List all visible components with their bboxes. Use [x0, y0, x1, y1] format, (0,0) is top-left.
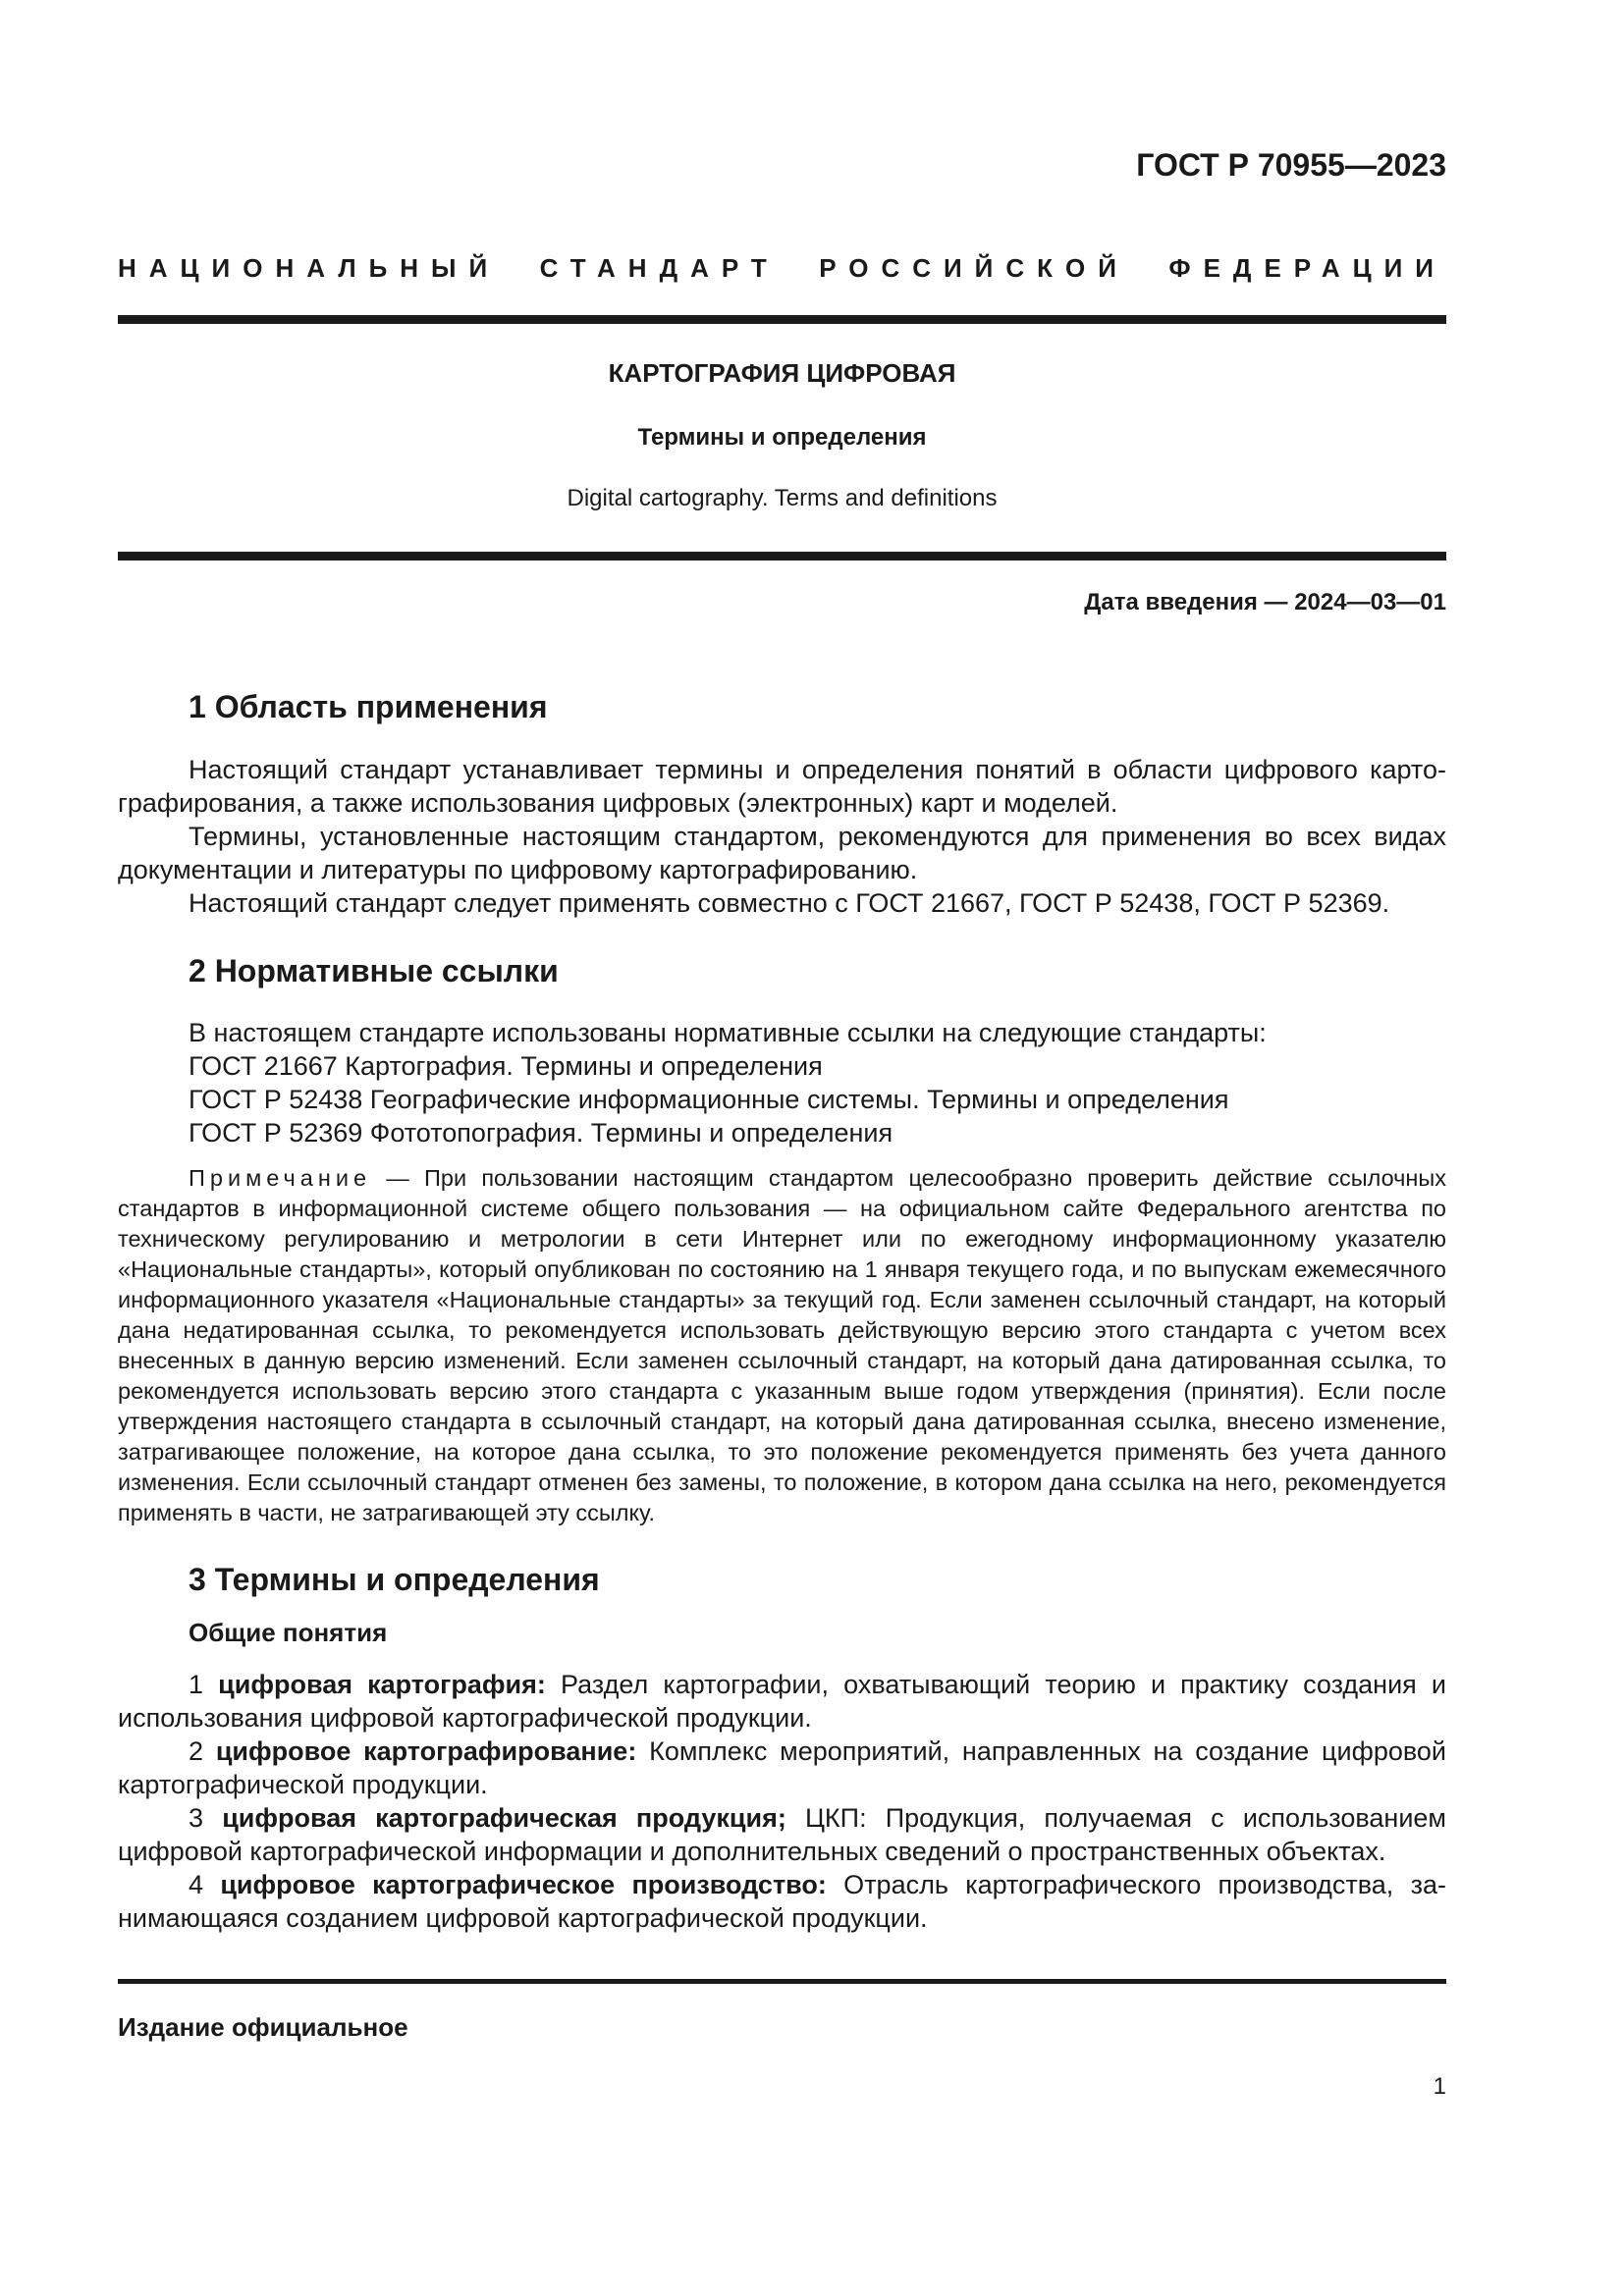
standard-number: ГОСТ Р 70955—2023	[1136, 147, 1446, 183]
term-name: цифровая картография:	[218, 1669, 546, 1699]
official-edition-label: Издание официальное	[118, 2012, 408, 2042]
footer-rule	[118, 1979, 1446, 1984]
page-number: 1	[1433, 2073, 1446, 2100]
term-number: 3	[189, 1802, 204, 1833]
term-name: цифровое картографирование:	[215, 1735, 637, 1766]
note-text: — При пользовании настоящим стандартом целесообразно проверить действие ссылочных стандартов в информационной системе общего пользования — на официальном сайте Федерального агентства по техническому регулированию и метрологии в сети Интернет или по ежегодному информационному указателю «Национальные стандарты», который опубликован по состоянию на 1 января текущего года, и по выпускам ежемесячного информационного указателя «Национальные стандарты» за текущий год. Если заменен ссылочный стандарт, на который дана недатированная ссылка, то рекомендуется использовать действующую версию этого стандарта с учетом всех внесенных в данную версию изменений. Если заменен ссылочный стандарт, на который дана датированная ссылка, то рекомендуется использовать версию этого стандарта с указанным выше годом утверждения (принятия). Если после утверждения настоящего стандарта в ссылочный стандарт, на который дана датированная ссылка, внесено изменение, затрагивающее положение, на которое дана ссылка, то это положение рекомендуется применять без учета данного изменения. Если ссылочный стандарт отменен без замены, то положение, в котором дана ссылка на него, рекомендуется применять в части, не затрагивающей эту ссылку.	[118, 1165, 1446, 1526]
section-3-subheading: Общие понятия	[189, 1617, 388, 1647]
title-rule	[118, 552, 1446, 561]
national-standard-title: НАЦИОНАЛЬНЫЙ СТАНДАРТ РОССИЙСКОЙ ФЕДЕРАЦИИ	[118, 253, 1446, 283]
note-paragraph	[118, 1163, 1446, 1528]
section-2-intro: В настоящем стандарте использованы нормативные ссылки на следующие стандарты:	[189, 1018, 1267, 1048]
term-number: 2	[189, 1735, 204, 1766]
term-definition: Комплекс мероприятий, направленных на создание цифровой картографической продукции.	[118, 1735, 1446, 1799]
section-1-paragraph: Настоящий стандарт устанавливает термины и определения понятий в области цифрового картографирования, а также использования цифровых (электронных) карт и моделей.	[118, 754, 1446, 818]
term-name: цифровое картографическое производство:	[220, 1869, 827, 1899]
term-number: 1	[189, 1669, 204, 1699]
normative-reference: ГОСТ Р 52438 Географические информационные системы. Термины и определения	[189, 1085, 1229, 1115]
section-2-heading: 2 Нормативные ссылки	[189, 952, 559, 988]
top-rule	[118, 315, 1446, 324]
term-number: 4	[189, 1869, 204, 1899]
section-3-heading: 3 Термины и определения	[189, 1562, 600, 1598]
normative-reference: ГОСТ Р 52369 Фототопография. Термины и определения	[189, 1118, 893, 1148]
document-body	[118, 687, 1446, 1935]
section-1-heading: 1 Область применения	[189, 689, 548, 724]
section-1-paragraph: Термины, установленные настоящим стандартом, рекомендуются для применения во всех видах документации и литературы по цифровому картографированию.	[118, 821, 1446, 884]
term-definition: Отрасль картографического производства, занимающаяся созданием цифровой картографической продукции.	[118, 1869, 1446, 1933]
term-definition: Раздел картографии, охватывающий теорию и практику создания и использования цифровой картографической продукции.	[118, 1669, 1446, 1733]
note-label: Примечание	[189, 1165, 372, 1192]
document-subtitle: Термины и определения	[637, 424, 927, 451]
term-entry	[118, 1735, 1446, 1801]
term-entry	[118, 1868, 1446, 1935]
term-name: цифровая картографическая продукция;	[222, 1802, 786, 1833]
term-entry	[118, 1668, 1446, 1735]
term-entry	[118, 1801, 1446, 1868]
section-1-paragraph: Настоящий стандарт следует применять совместно с ГОСТ 21667, ГОСТ Р 52438, ГОСТ Р 52369.	[189, 887, 1390, 918]
introduction-date: Дата введения — 2024—03—01	[1084, 589, 1446, 615]
document-title: КАРТОГРАФИЯ ЦИФРОВАЯ	[608, 358, 956, 388]
normative-reference: ГОСТ 21667 Картография. Термины и определения	[189, 1051, 823, 1082]
term-definition: ЦКП: Продукция, получаемая с использованием цифровой картографической информации и дополнительных сведений о пространственных объектах.	[118, 1802, 1446, 1866]
document-english-title: Digital cartography. Terms and definitions	[567, 485, 998, 511]
